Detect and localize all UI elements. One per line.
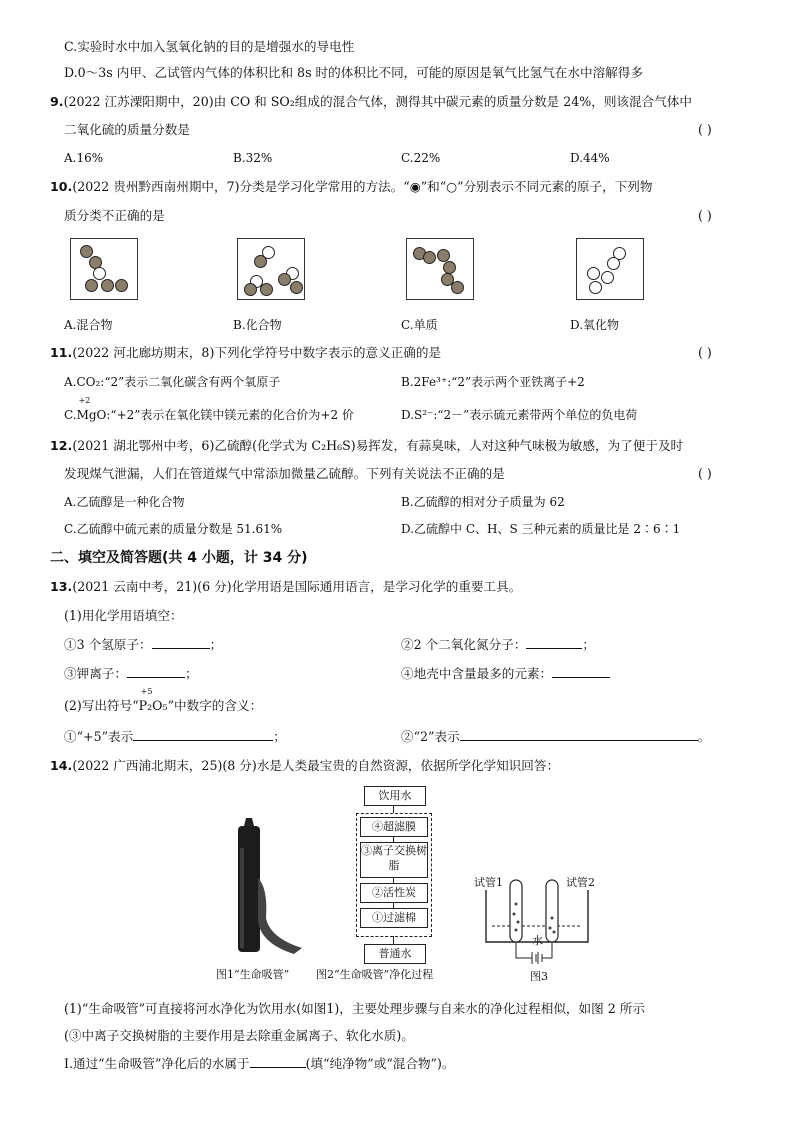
flow-step-3: ③离子交换树脂: [360, 842, 428, 878]
q13-item2: ②2 个二氧化氮分子： ；: [401, 637, 595, 652]
flow-step-1: ①过滤棉: [360, 908, 428, 928]
q9-stem-line2: 二氧化硫的质量分数是: [64, 122, 190, 137]
q9-stem-line1: 9.(2022 江苏溧阳期中，20)由 CO 和 SO₂组成的混合气体，测得其中碳元素的质量分数是 24%，则该混合气体中: [50, 94, 692, 109]
test-tube-1: [510, 880, 522, 942]
q10-box-d: [576, 238, 644, 300]
q12-stem-line1: 12.(2021 湖北鄂州中考，6)乙硫醇(化学式为 C₂H₆S)易挥发，有蒜臭味，人对这种气味极为敏感，为了便于及时: [50, 438, 684, 453]
tube1-label: 试管1: [474, 876, 503, 889]
light-atom-icon: [601, 271, 614, 284]
light-atom-icon: [607, 257, 620, 270]
q12-option-b: B.乙硫醇的相对分子质量为 62: [401, 495, 565, 509]
q12-answer-paren: ( ): [698, 466, 712, 481]
q12-option-d: D.乙硫醇中 C、H、S 三种元素的质量比是 2∶6∶1: [401, 522, 681, 536]
q14-part1-line2: (③中离子交换树脂的主要作用是去除重金属离子、软化水质)。: [64, 1028, 414, 1043]
q10-option-c: C.单质: [401, 318, 438, 332]
answer-blank[interactable]: [133, 728, 273, 741]
flow-step-4: ④超滤膜: [360, 817, 428, 837]
figure1-caption: 图1“生命吸管”: [216, 968, 290, 981]
answer-blank[interactable]: [460, 728, 698, 741]
test-tube-2: [546, 880, 558, 942]
dark-atom-icon: [278, 273, 291, 286]
answer-blank[interactable]: [250, 1055, 306, 1068]
q8-option-c: C.实验时水中加入氢氧化钠的目的是增强水的导电性: [64, 39, 355, 54]
flow-output: 饮用水: [364, 786, 426, 806]
formula-p2o5: P₂O₅: [138, 698, 168, 713]
light-atom-icon: [93, 267, 106, 280]
q13-item3: ③钾离子： ；: [64, 666, 198, 681]
q8-option-d: D.0～3s 内甲、乙试管内气体的体积比和 8s 时的体积比不同，可能的原因是氧气比氢气在水中溶解得多: [64, 65, 643, 80]
q10-stem-line2: 质分类不正确的是: [64, 208, 165, 223]
q12-option-a: A.乙硫醇是一种化合物: [64, 495, 185, 509]
q14-part1-line1: (1)“生命吸管”可直接将河水净化为饮用水(如图1)，主要处理步骤与自来水的净化过程相似，如图 2 所示: [64, 1001, 645, 1016]
q10-answer-paren: ( ): [698, 208, 712, 223]
q9-number: 9.: [50, 94, 64, 109]
dark-atom-icon: [423, 251, 436, 264]
q12-stem-line2: 发现煤气泄漏，人们在管道煤气中常添加微量乙硫醇。下列有关说法不正确的是: [64, 466, 505, 481]
answer-blank[interactable]: [152, 636, 210, 649]
dark-atom-icon: [451, 281, 464, 294]
q10-stem-line1: 10.(2022 贵州黔西南州期中，7)分类是学习化学常用的方法。“◉”和“○”分别表示不同元素的原子，下列物: [50, 179, 653, 194]
q14-stem: 14.(2022 广西浦北期末，25)(8 分)水是人类最宝贵的自然资源，依据所学化学知识回答：: [50, 758, 560, 773]
life-straw-figure: [222, 818, 306, 960]
dark-atom-icon: [101, 279, 114, 292]
flow-input: 普通水: [364, 944, 426, 964]
q10-option-d: D.氧化物: [570, 318, 620, 332]
q12-number: 12.: [50, 438, 73, 453]
dark-atom-icon: [260, 283, 273, 296]
figure2-caption: 图2“生命吸管”净化过程: [316, 968, 434, 981]
water-label: 水: [532, 934, 543, 947]
dark-atom-icon: [254, 255, 267, 268]
q9-option-d: D.44%: [570, 151, 610, 165]
q12-option-c: C.乙硫醇中硫元素的质量分数是 51.61%: [64, 522, 283, 536]
q10-number: 10.: [50, 179, 73, 194]
battery-icon: [532, 952, 542, 964]
q13-part1: (1)用化学用语填空：: [64, 608, 183, 623]
dark-atom-icon: [244, 283, 257, 296]
q9-option-c: C.22%: [401, 151, 441, 165]
q10-option-a: A.混合物: [64, 318, 113, 332]
q13-meaning1: ①“+5”表示 ；: [64, 729, 286, 744]
q9-answer-paren: ( ): [698, 122, 712, 137]
light-atom-icon: [587, 267, 600, 280]
tube2-label: 试管2: [566, 876, 595, 889]
straw-cap-icon: [244, 818, 254, 826]
q9-option-b: B.32%: [233, 151, 273, 165]
q10-box-c: [406, 238, 474, 300]
q11-option-a: A.CO₂:“2”表示二氧化碳含有两个氧原子: [64, 375, 281, 389]
dark-atom-icon: [290, 281, 303, 294]
light-atom-icon: [589, 281, 602, 294]
q10-option-b: B.化合物: [233, 318, 282, 332]
q14-number: 14.: [50, 758, 73, 773]
dark-atom-icon: [443, 261, 456, 274]
answer-blank[interactable]: [526, 636, 582, 649]
q11-option-b: B.2Fe³⁺:“2”表示两个亚铁离子+2: [401, 375, 585, 389]
q11-stem: 11.(2022 河北廊坊期末，8)下列化学符号中数字表示的意义正确的是: [50, 345, 442, 360]
q13-part2: (2)写出符号“ +5 P₂O₅”中数字的含义：: [64, 687, 263, 713]
q13-stem: 13.(2021 云南中考，21)(6 分)化学用语是国际通用语言，是学习化学的重要工具。: [50, 579, 522, 594]
q13-meaning2: ②“2”表示 。: [401, 729, 711, 744]
q14-part1-question: Ⅰ.通过“生命吸管”净化后的水属于 (填“纯净物”或“混合物”)。: [64, 1056, 455, 1071]
valence-label: +2: [78, 396, 91, 405]
answer-blank[interactable]: [552, 665, 610, 678]
q13-number: 13.: [50, 579, 73, 594]
q9-option-a: A.16%: [64, 151, 104, 165]
q10-box-b: [237, 238, 305, 300]
q11-option-c: C. +2 MgO:“+2”表示在氧化镁中镁元素的化合价为+2 价: [64, 396, 354, 422]
q13-item1: ①3 个氢原子： ；: [64, 637, 223, 652]
figure3-caption: 图3: [530, 970, 548, 983]
q11-option-d: D.S²⁻:“2－”表示硫元素带两个单位的负电荷: [401, 408, 638, 422]
q11-answer-paren: ( ): [698, 345, 712, 360]
straw-lanyard-icon: [258, 878, 302, 954]
answer-blank[interactable]: [127, 665, 185, 678]
section-title: 二、填空及简答题(共 4 小题，计 34 分): [50, 550, 308, 566]
q10-box-a: [70, 238, 138, 300]
q13-item4: ④地壳中含量最多的元素：: [401, 665, 610, 683]
q11-number: 11.: [50, 345, 73, 360]
purification-flow: [356, 786, 432, 966]
dark-atom-icon: [85, 279, 98, 292]
formula-mgo: MgO: [76, 408, 107, 422]
valence-label: +5: [140, 687, 153, 696]
dark-atom-icon: [115, 279, 128, 292]
flow-step-2: ②活性炭: [360, 883, 428, 903]
